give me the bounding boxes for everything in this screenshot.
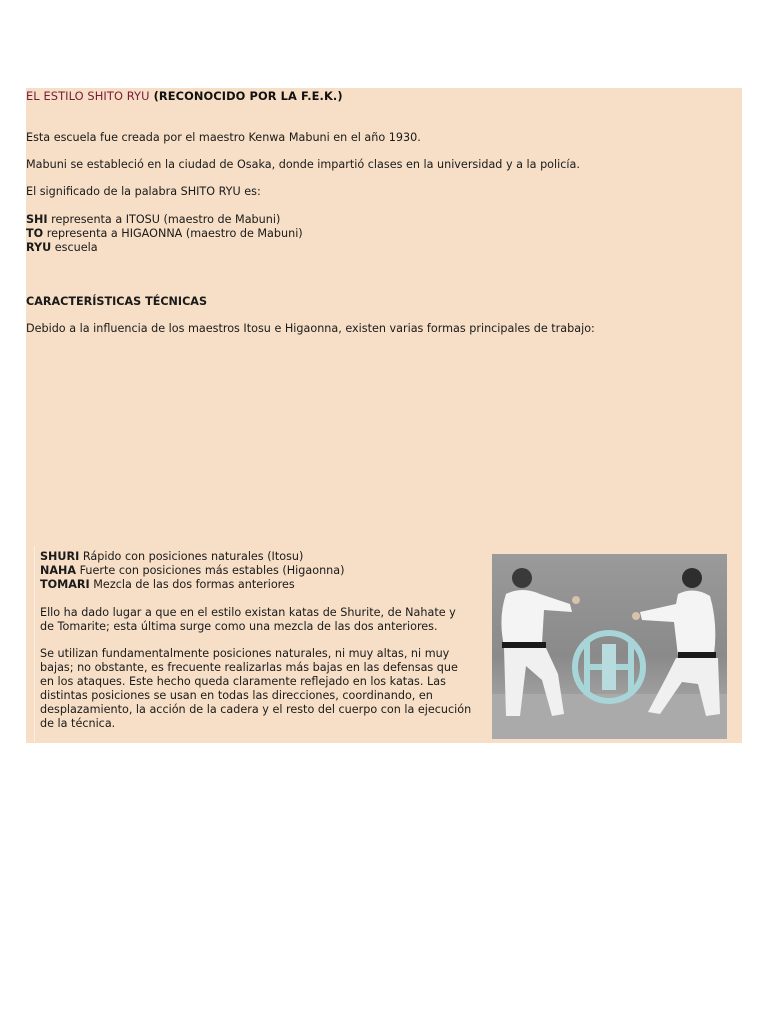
meaning-item-to bbox=[26, 227, 303, 241]
positions-line-1: Se utilizan fundamentalmente posiciones naturales, ni muy altas, ni muy bbox=[40, 647, 450, 660]
page-title bbox=[26, 89, 343, 103]
katas-line-1: Ello ha dado lugar a que en el estilo existan katas de Shurite, de Nahate y bbox=[40, 606, 456, 619]
form-desc: Fuerte con posiciones más estables (Higaonna) bbox=[79, 564, 345, 577]
form-term: NAHA bbox=[40, 564, 77, 577]
form-desc: Rápido con posiciones naturales (Itosu) bbox=[82, 550, 304, 563]
katas-line-2: de Tomarite; esta última surge como una mezcla de las dos anteriores. bbox=[40, 620, 438, 633]
intro-paragraph-2: Mabuni se estableció en la ciudad de Osaka, donde impartió clases en la universidad y a la policía. bbox=[26, 158, 580, 171]
form-item-tomari bbox=[40, 578, 295, 592]
meaning-desc: escuela bbox=[54, 241, 98, 254]
meaning-item-ryu bbox=[26, 241, 98, 255]
form-item-shuri bbox=[40, 550, 303, 564]
tech-intro: Debido a la influencia de los maestros Itosu e Higaonna, existen varias formas principales de trabajo: bbox=[26, 322, 595, 335]
intro-paragraph-3: El significado de la palabra SHITO RYU es: bbox=[26, 185, 261, 198]
meaning-desc: representa a HIGAONNA (maestro de Mabuni) bbox=[46, 227, 303, 240]
positions-line-4: distintas posiciones se usan en todas las direcciones, coordinando, en bbox=[40, 689, 433, 702]
form-term: SHURI bbox=[40, 550, 80, 563]
form-desc: Mezcla de las dos formas anteriores bbox=[93, 578, 295, 591]
meaning-desc: representa a ITOSU (maestro de Mabuni) bbox=[51, 213, 281, 226]
positions-line-3: en los ataques. Este hecho queda claramente reflejado en los katas. Las bbox=[40, 675, 446, 688]
positions-line-5: desplazamiento, la acción de la cadera y el resto del cuerpo con la ejecución bbox=[40, 703, 472, 716]
meaning-term: RYU bbox=[26, 241, 52, 254]
title-accent: EL ESTILO SHITO RYU bbox=[26, 89, 150, 103]
form-item-naha bbox=[40, 564, 344, 578]
section-heading-tech: CARACTERÍSTICAS TÉCNICAS bbox=[26, 295, 208, 308]
positions-line-6: de la técnica. bbox=[40, 717, 116, 730]
form-term: TOMARI bbox=[40, 578, 90, 591]
positions-line-2: bajas; no obstante, es frecuente realizarlas más bajas en las defensas que bbox=[40, 661, 458, 674]
meaning-term: TO bbox=[26, 227, 44, 240]
meaning-item-shi bbox=[26, 213, 280, 227]
meaning-term: SHI bbox=[26, 213, 48, 226]
karate-photo-icon bbox=[492, 554, 727, 739]
title-rest: (RECONOCIDO POR LA F.E.K.) bbox=[153, 89, 343, 103]
intro-paragraph-1: Esta escuela fue creada por el maestro Kenwa Mabuni en el año 1930. bbox=[26, 131, 421, 144]
